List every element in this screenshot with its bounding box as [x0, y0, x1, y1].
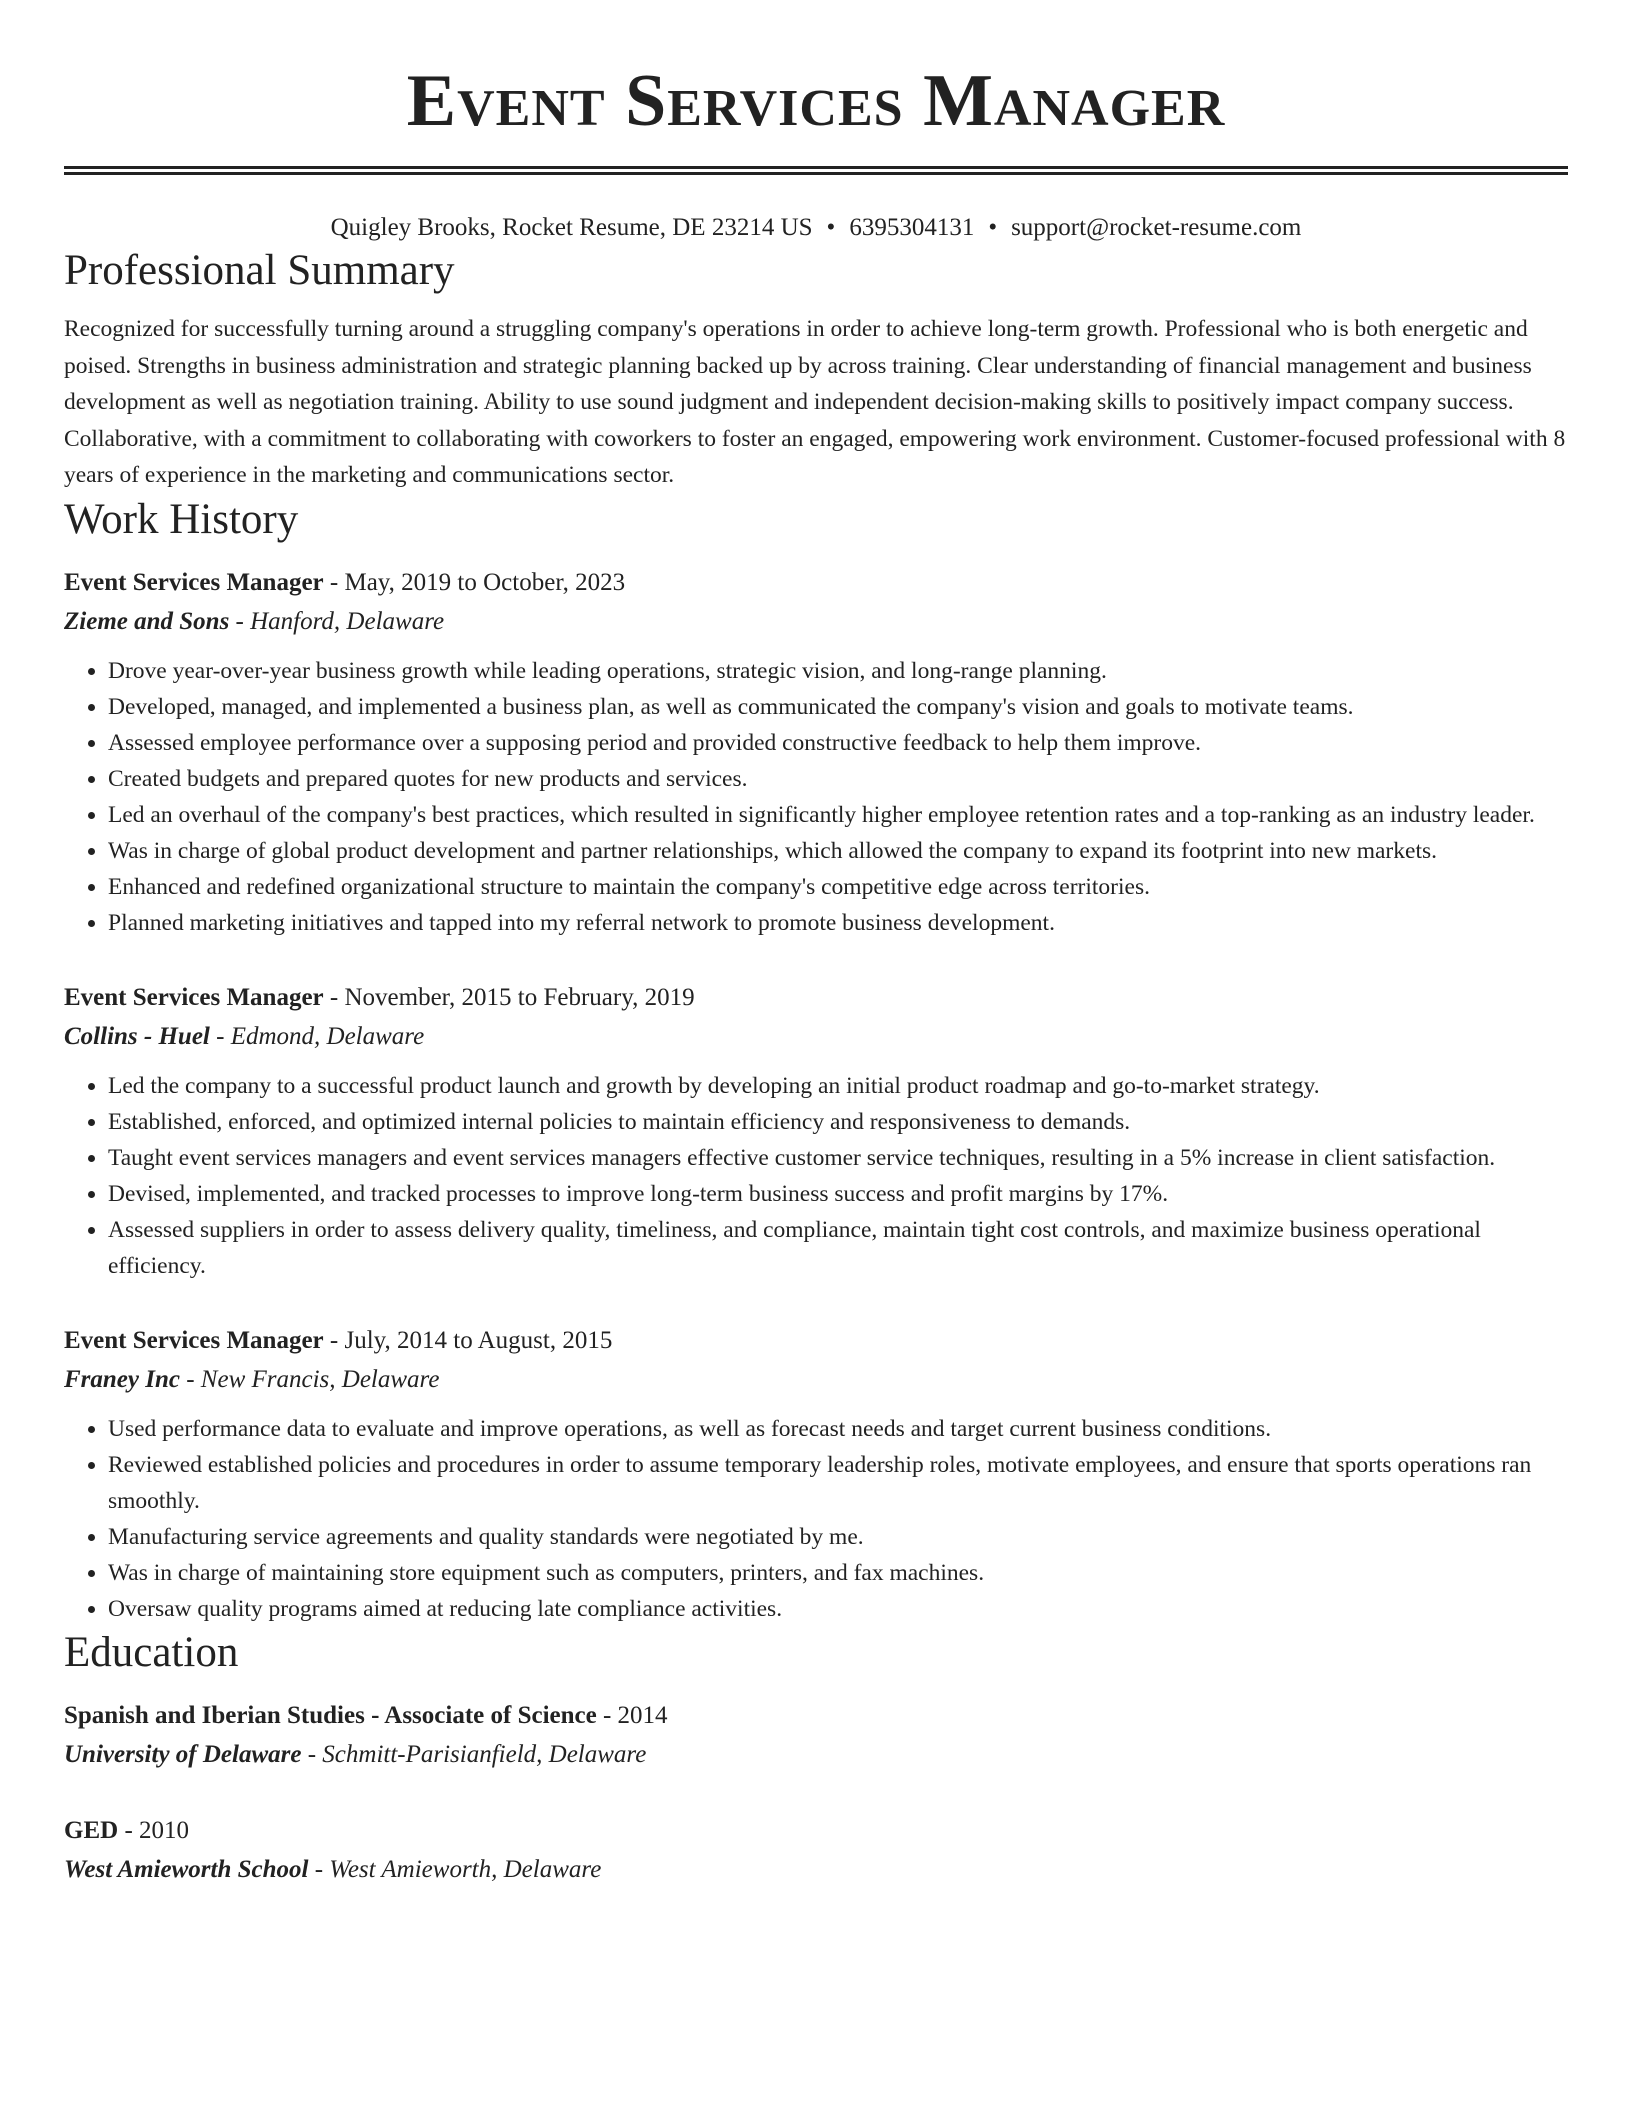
list-item: • Oversaw quality programs aimed at reducing late compliance activities. [108, 1591, 1568, 1627]
list-item: • Created budgets and prepared quotes for new products and services. [108, 761, 1568, 797]
list-item: • Drove year-over-year business growth while leading operations, strategic vision, and long-range planning. [108, 653, 1568, 689]
school-location: - Schmitt-Parisianfield, Delaware [301, 1740, 647, 1768]
job-entry [64, 979, 1568, 1284]
list-item: • Used performance data to evaluate and improve operations, as well as forecast needs and target current business conditions. [108, 1411, 1568, 1447]
list-item: • Led the company to a successful product launch and growth by developing an initial product roadmap and go-to-market strategy. [108, 1068, 1568, 1104]
contact-address: Quigley Brooks, Rocket Resume, DE 23214 US [330, 214, 813, 241]
school-location: - West Amieworth, Delaware [308, 1855, 602, 1883]
list-item: • Established, enforced, and optimized internal policies to maintain efficiency and responsiveness to demands. [108, 1104, 1568, 1140]
job-location: - New Francis, Delaware [179, 1365, 440, 1393]
list-item: • Taught event services managers and event services managers effective customer service techniques, resulting in a 5% increase in client satisfaction. [108, 1140, 1568, 1176]
degree-line [64, 1697, 1568, 1735]
list-item: • Developed, managed, and implemented a business plan, as well as communicated the company's vision and goals to motivate teams. [108, 689, 1568, 725]
contact-line [64, 211, 1568, 245]
degree: GED [64, 1816, 119, 1844]
job-title: Event Services Manager [64, 1326, 324, 1354]
list-item: • Enhanced and redefined organizational structure to maintain the company's competitive edge across territories. [108, 869, 1568, 905]
job-title-line [64, 1322, 1568, 1360]
job-company: Franey Inc [64, 1365, 180, 1393]
title-divider [64, 166, 1568, 175]
list-item: • Reviewed established policies and procedures in order to assume temporary leadership roles, motivate employees, and ensure that sports operations ran smoothly. [108, 1447, 1568, 1519]
page-title: Event Services Manager [406, 60, 1226, 142]
job-company-line [64, 1360, 1568, 1399]
list-item: • Was in charge of global product development and partner relationships, which allowed the company to expand its footprint into new markets. [108, 833, 1568, 869]
job-company-line [64, 1017, 1568, 1056]
job-title: Event Services Manager [64, 568, 324, 596]
job-company: Collins - Huel [64, 1022, 210, 1050]
job-bullets [64, 1068, 1568, 1284]
list-item: • Assessed employee performance over a supposing period and provided constructive feedback to help them improve. [108, 725, 1568, 761]
job-title-line [64, 564, 1568, 602]
summary-text: Recognized for successfully turning around a struggling company's operations in order to achieve long-term growth. Professional who is both energetic and poised. Strengths in business administration and strategic planning backed up by across training. Clear understanding of financial management and business development as well as negotiation training. Ability to use sound judgment and independent decision-making skills to positively impact company success. Collaborative, with a commitment to collaborating with coworkers to foster an engaged, empowering work environment. Customer-focused professional with 8 years of experience in the marketing and communications sector. [64, 316, 1566, 488]
school-line [64, 1850, 1568, 1889]
bullet-separator: • [826, 214, 836, 241]
degree-line [64, 1812, 1568, 1850]
job-entry [64, 564, 1568, 941]
degree-year: - 2014 [596, 1701, 668, 1729]
list-item: • Assessed suppliers in order to assess delivery quality, timeliness, and compliance, maintain tight cost controls, and maximize business operational efficiency. [108, 1212, 1568, 1284]
job-company: Zieme and Sons [64, 607, 230, 635]
section-heading: Education [64, 1628, 239, 1676]
job-location: - Hanford, Delaware [229, 607, 445, 635]
job-title: Event Services Manager [64, 983, 324, 1011]
section-heading: Professional Summary [64, 247, 455, 294]
school-line [64, 1735, 1568, 1774]
degree-year: - 2010 [118, 1816, 190, 1844]
job-location: - Edmond, Delaware [209, 1022, 425, 1050]
list-item: • Devised, implemented, and tracked processes to improve long-term business success and profit margins by 17%. [108, 1176, 1568, 1212]
school: University of Delaware [64, 1740, 302, 1768]
contact-phone: 6395304131 [849, 214, 975, 241]
professional-summary-section [64, 245, 1568, 494]
job-dates: - May, 2019 to October, 2023 [323, 568, 626, 596]
education-entry [64, 1812, 1568, 1889]
job-title-line [64, 979, 1568, 1017]
work-history-section [64, 494, 1568, 1627]
school: West Amieworth School [64, 1855, 309, 1883]
list-item: • Manufacturing service agreements and quality standards were negotiated by me. [108, 1519, 1568, 1555]
job-company-line [64, 602, 1568, 641]
list-item: • Planned marketing initiatives and tapped into my referral network to promote business development. [108, 905, 1568, 941]
list-item: • Was in charge of maintaining store equipment such as computers, printers, and fax machines. [108, 1555, 1568, 1591]
contact-email: support@rocket-resume.com [1011, 214, 1302, 241]
job-bullets [64, 653, 1568, 941]
education-entry [64, 1697, 1568, 1774]
list-item: • Led an overhaul of the company's best practices, which resulted in significantly higher employee retention rates and a top-ranking as an industry leader. [108, 797, 1568, 833]
degree: Spanish and Iberian Studies - Associate of Science [64, 1701, 597, 1729]
bullet-separator: • [988, 214, 998, 241]
job-dates: - November, 2015 to February, 2019 [323, 983, 695, 1011]
section-heading: Work History [64, 495, 299, 543]
job-entry [64, 1322, 1568, 1627]
job-bullets [64, 1411, 1568, 1627]
job-dates: - July, 2014 to August, 2015 [323, 1326, 613, 1354]
education-section [64, 1627, 1568, 1889]
